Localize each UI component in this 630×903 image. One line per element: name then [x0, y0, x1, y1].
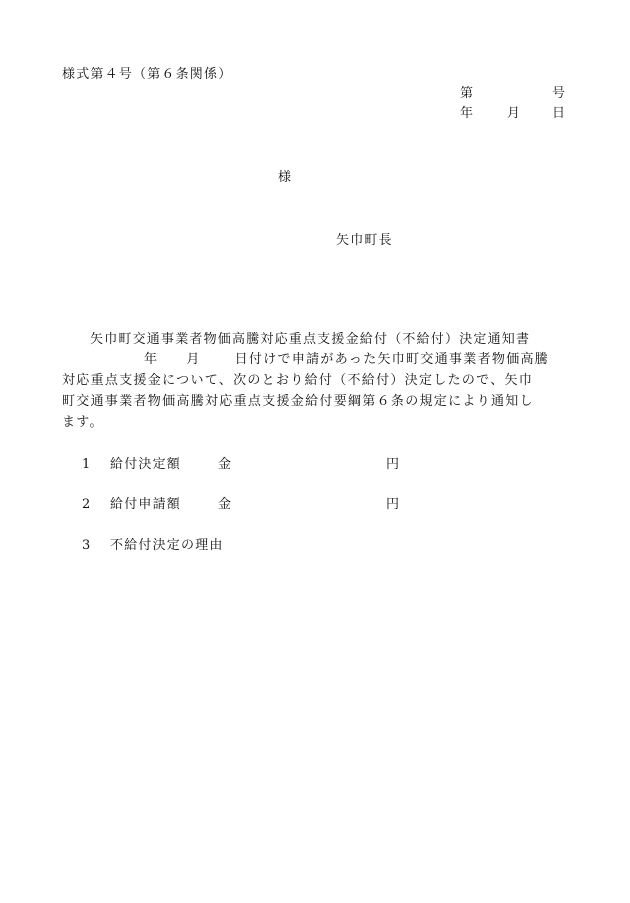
document-number-suffix: 号: [552, 86, 567, 101]
item-2-prefix: 金: [218, 497, 233, 512]
body-line-1: [62, 349, 582, 370]
issuer-name: 矢巾町長: [336, 233, 393, 248]
body-line-3: 町交通事業者物価高騰対応重点支援金給付要綱第６条の規定により通知し: [62, 394, 534, 409]
form-label: 様式第４号（第６条関係）: [62, 67, 233, 82]
item-1-label: 給付決定額: [110, 457, 182, 472]
item-2-unit: 円: [386, 497, 401, 512]
body-line-4: ます。: [62, 415, 104, 430]
body-month: 月: [186, 352, 201, 367]
item-1-number: 1: [82, 457, 91, 472]
body-line-2: 対応重点支援金について、次のとおり給付（不給付）決定したので、矢巾: [62, 373, 534, 388]
body-line-1-text: 日付けで申請があった矢巾町交通事業者物価高騰: [234, 352, 550, 367]
document-number-prefix: 第: [460, 86, 475, 101]
item-2-number: 2: [82, 497, 91, 512]
item-3-number: 3: [82, 538, 91, 553]
body-paragraph: [62, 349, 582, 433]
item-1-prefix: 金: [218, 457, 233, 472]
addressee-suffix: 様: [278, 170, 293, 185]
date-month: 月: [507, 106, 522, 121]
item-3-label: 不給付決定の理由: [110, 538, 224, 553]
document-title: 矢巾町交通事業者物価高騰対応重点支援金給付（不給付）決定通知書: [90, 332, 531, 347]
item-2-label: 給付申請額: [110, 497, 182, 512]
item-1-unit: 円: [386, 457, 401, 472]
date-year: 年: [460, 106, 475, 121]
date-day: 日: [552, 106, 567, 121]
body-year: 年: [144, 352, 159, 367]
